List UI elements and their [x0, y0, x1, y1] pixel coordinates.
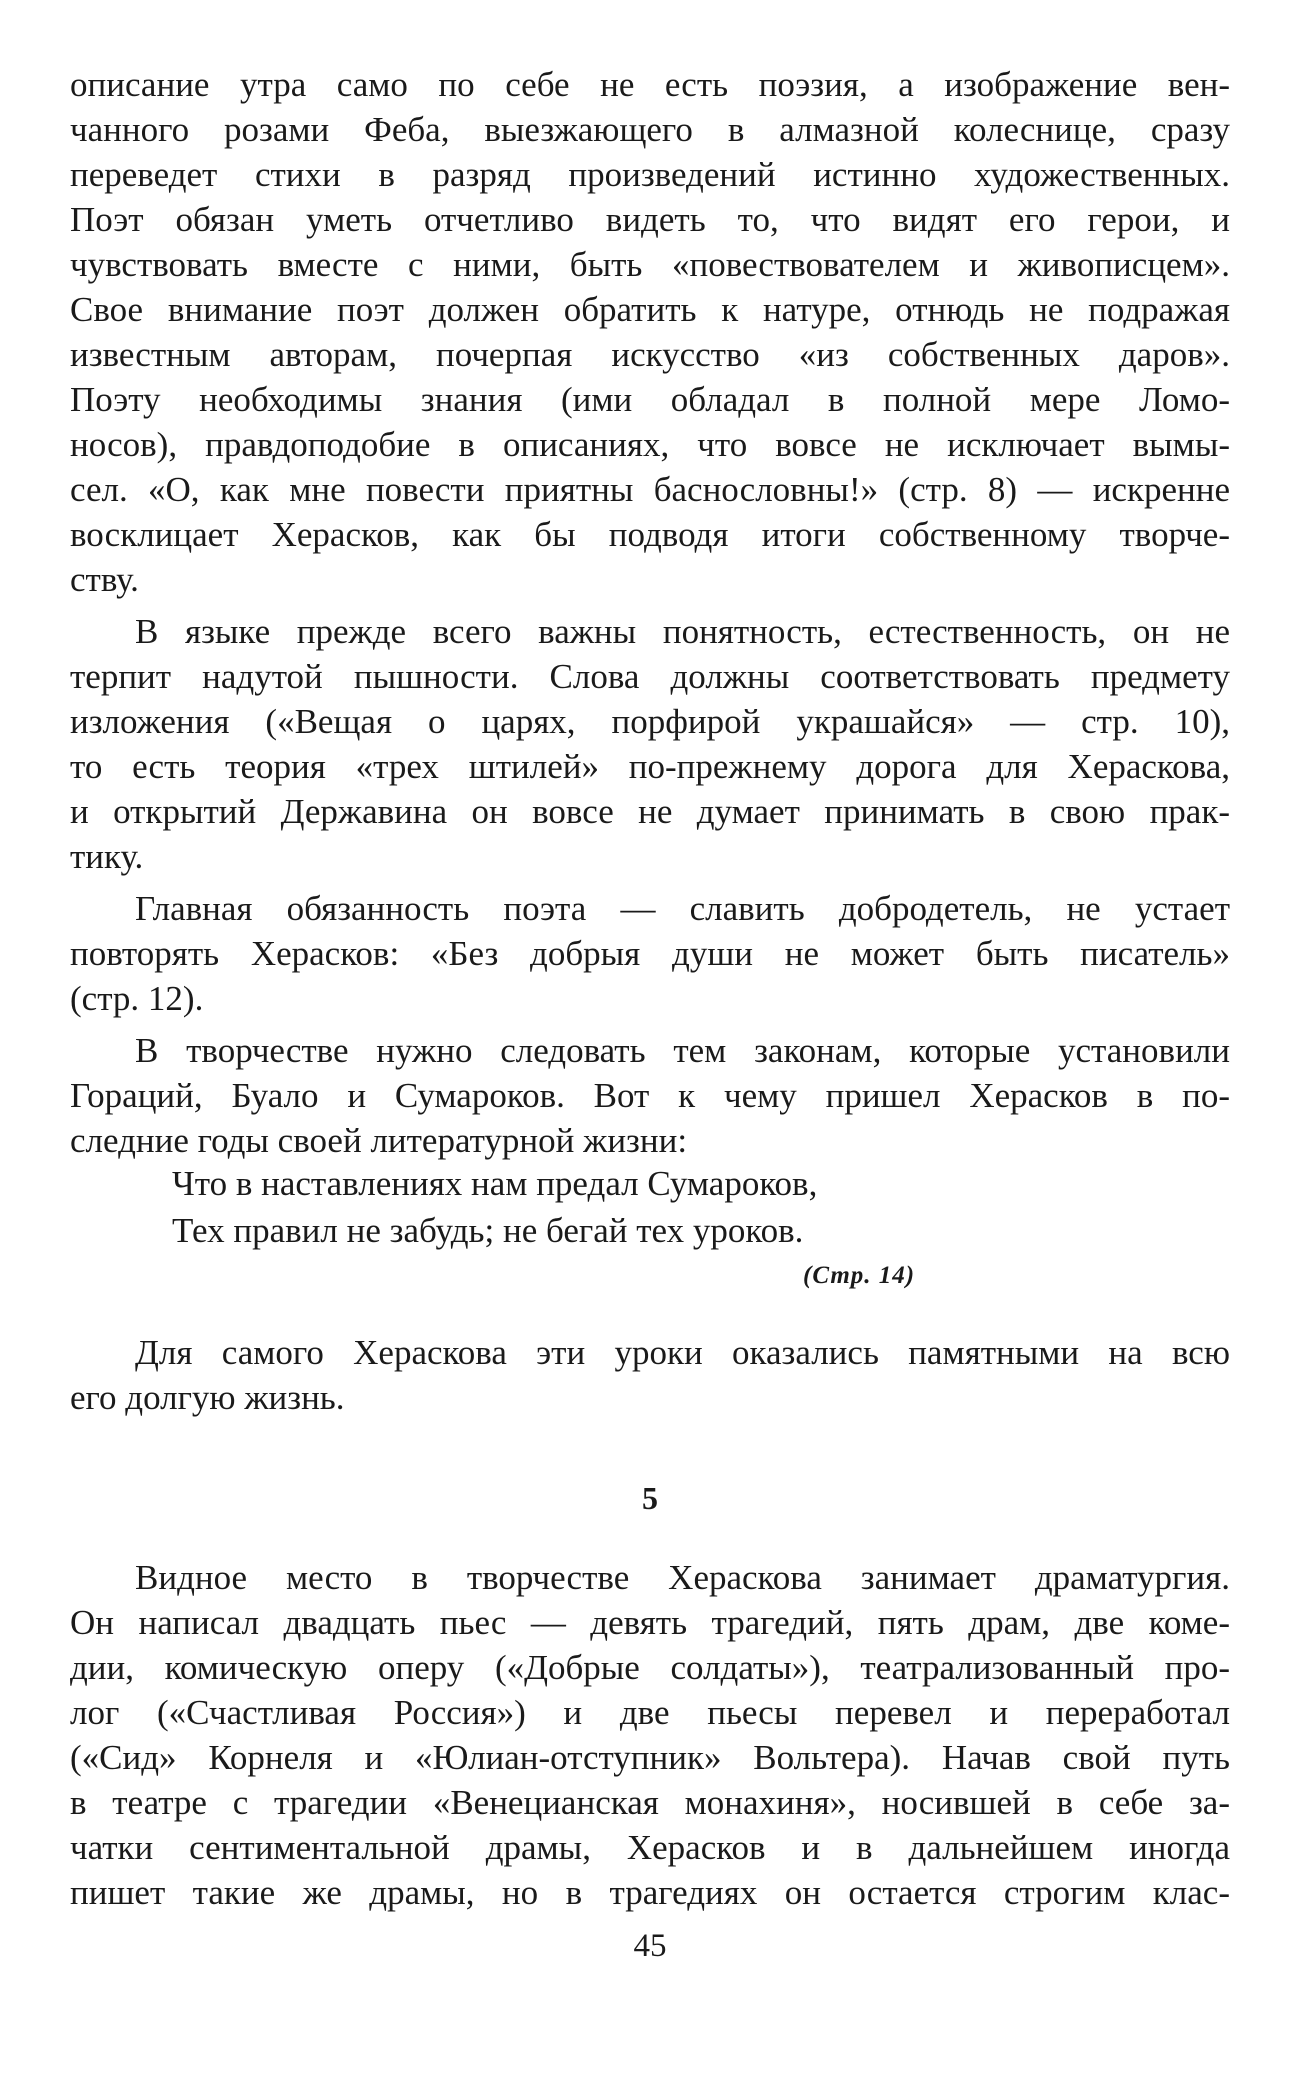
- page-number: 45: [633, 1928, 667, 1964]
- text-line: Видное место в творчестве Хераскова занимает драматургия.: [135, 1558, 1230, 1597]
- text-line: восклицает Херасков, как бы подводя итоги собственному творче-: [70, 515, 1230, 554]
- text-line: чатки сентиментальной драмы, Херасков и в дальнейшем иногда: [70, 1828, 1230, 1867]
- text-line: В творчестве нужно следовать тем законам, которые установили: [135, 1031, 1230, 1070]
- page-content: [70, 62, 1230, 1163]
- paragraph-5: [70, 1330, 1230, 1420]
- text-line: Он написал двадцать пьес — девять трагедий, пять драм, две коме-: [70, 1603, 1230, 1642]
- text-line: в театре с трагедии «Венецианская монахиня», носившей в себе за-: [70, 1783, 1230, 1822]
- text-line: (стр. 12).: [70, 979, 204, 1018]
- verse-line: Тех правил не забудь; не бегай тех уроков.: [172, 1211, 804, 1250]
- text-line: дии, комическую оперу («Добрые солдаты»), театрализованный про-: [70, 1648, 1230, 1687]
- text-line: пишет такие же драмы, но в трагедиях он остается строгим клас-: [70, 1873, 1230, 1912]
- text-line: его долгую жизнь.: [70, 1378, 345, 1417]
- section-number: 5: [642, 1480, 658, 1516]
- text-line: Главная обязанность поэта — славить добродетель, не устает: [135, 889, 1230, 928]
- paragraph-6: [70, 1555, 1230, 1915]
- text-line: Для самого Хераскова эти уроки оказались памятными на всю: [135, 1333, 1230, 1372]
- paragraph-3: [70, 886, 1230, 1021]
- text-line: переведет стихи в разряд произведений истинно художественных.: [70, 155, 1230, 194]
- text-line: описание утра само по себе не есть поэзия, а изображение вен-: [70, 65, 1230, 104]
- text-line: Гораций, Буало и Сумароков. Вот к чему пришел Херасков в по-: [70, 1076, 1230, 1115]
- text-line: В языке прежде всего важны понятность, естественность, он не: [135, 612, 1230, 651]
- text-line: Свое внимание поэт должен обратить к натуре, отнюдь не подражая: [70, 290, 1230, 329]
- paragraph-1: [70, 62, 1230, 602]
- text-line: Поэт обязан уметь отчетливо видеть то, что видят его герои, и: [70, 200, 1230, 239]
- text-line: чанного розами Феба, выезжающего в алмазной колеснице, сразу: [70, 110, 1230, 149]
- text-line: ству.: [70, 560, 139, 599]
- text-line: терпит надутой пышности. Слова должны соответствовать предмету: [70, 657, 1230, 696]
- text-line: известным авторам, почерпая искусство «из собственных даров».: [70, 335, 1230, 374]
- verse-citation: (Стр. 14): [803, 1262, 916, 1289]
- text-line: изложения («Вещая о царях, порфирой украшайся» — стр. 10),: [70, 702, 1230, 741]
- text-line: тику.: [70, 837, 144, 876]
- text-line: («Сид» Корнеля и «Юлиан-отступник» Вольтера). Начав свой путь: [70, 1738, 1230, 1777]
- text-line: носов), правдоподобие в описаниях, что вовсе не исключает вымы-: [70, 425, 1230, 464]
- paragraph-2: [70, 609, 1230, 879]
- text-line: следние годы своей литературной жизни:: [70, 1121, 688, 1160]
- text-line: то есть теория «трех штилей» по-прежнему дорога для Хераскова,: [70, 747, 1230, 786]
- verse-quote: [172, 1160, 817, 1254]
- verse-line: Что в наставлениях нам предал Сумароков,: [172, 1164, 818, 1203]
- text-line: сел. «О, как мне повести приятны баснословны!» (стр. 8) — искренне: [70, 470, 1230, 509]
- text-line: чувствовать вместе с ними, быть «повествователем и живописцем».: [70, 245, 1230, 284]
- text-line: Поэту необходимы знания (ими обладал в полной мере Ломо-: [70, 380, 1230, 419]
- paragraph-4: [70, 1028, 1230, 1163]
- text-line: повторять Херасков: «Без добрыя души не может быть писатель»: [70, 934, 1230, 973]
- text-line: и открытий Державина он вовсе не думает принимать в свою прак-: [70, 792, 1230, 831]
- text-line: лог («Счастливая Россия») и две пьесы перевел и переработал: [70, 1693, 1230, 1732]
